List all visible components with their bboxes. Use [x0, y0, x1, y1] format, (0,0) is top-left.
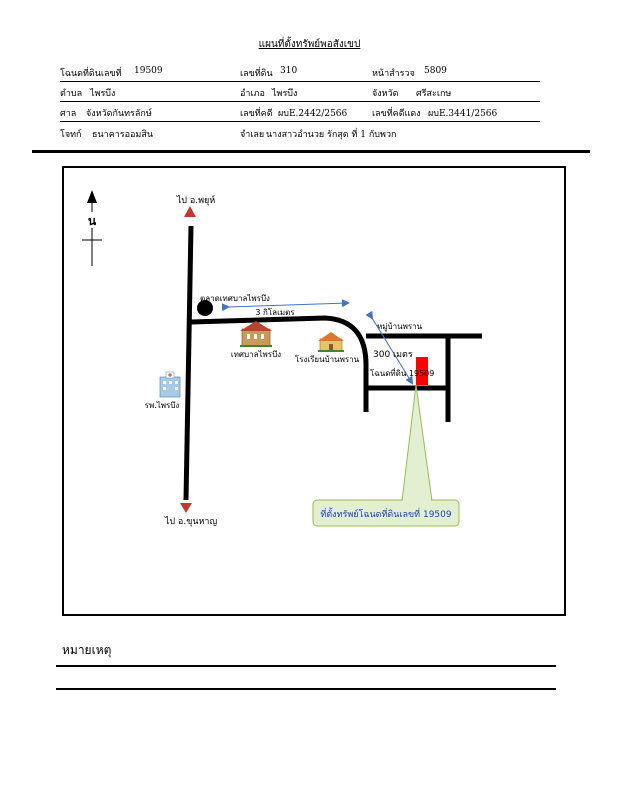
- red-case-value: ผบE.3441/2566: [428, 109, 498, 119]
- province-value: ศรีสะเกษ: [416, 89, 452, 99]
- land-parcel-label: โฉนดที่ดิน 19509: [370, 369, 435, 378]
- callout-pointer: [402, 385, 432, 501]
- south-direction-marker-icon: [180, 503, 192, 513]
- subdistrict-label: ตำบล: [60, 89, 83, 99]
- callout-label: ที่ตั้งทรัพย์โฉนดที่ดินเลขที่ 19509: [320, 510, 452, 520]
- court-value: จังหวัดกันทรลักษ์: [86, 109, 152, 119]
- district-value: ไพรบึง: [272, 89, 298, 99]
- defendant-label: จำเลย: [240, 130, 265, 140]
- municipality-building-icon: [240, 321, 272, 347]
- municipality-label: เทศบาลไพรบึง: [230, 350, 282, 359]
- to-south-label: ไป อ.ขุนหาญ: [164, 517, 218, 527]
- province-label: จังหวัด: [372, 89, 399, 99]
- plaintiff-label: โจทก์: [60, 130, 82, 140]
- distance-m-label: 300 เมตร: [373, 350, 413, 360]
- hospital-label: รพ.ไพรบึง: [144, 401, 180, 410]
- school-building-icon: [318, 332, 344, 352]
- market-label: ตลาดเทศบาลไพรบึง: [200, 294, 270, 303]
- distance-km-label: 3 กิโลเมตร: [255, 308, 295, 317]
- north-label: น: [87, 214, 97, 228]
- court-label: ศาล: [60, 109, 77, 119]
- case-number-label: เลขที่คดี: [240, 109, 273, 119]
- land-number-label: เลขที่ดิน: [240, 69, 273, 79]
- plaintiff-value: ธนาคารออมสิน: [92, 130, 153, 140]
- deed-number-value: 19509: [134, 66, 163, 76]
- note-line-1: [56, 665, 556, 667]
- to-north-label: ไป อ.พยุห์: [176, 196, 216, 206]
- north-direction-marker-icon: [184, 206, 196, 217]
- note-line-2: [56, 688, 556, 690]
- land-number-value: 310: [280, 66, 298, 76]
- case-number-value: ผบE.2442/2566: [278, 109, 348, 119]
- survey-page-label: หน้าสำรวจ: [372, 69, 415, 79]
- defendant-value: นางสาวอำนวย รักสุด ที่ 1 กับพวก: [266, 130, 397, 140]
- main-road: [186, 226, 191, 500]
- hospital-building-icon: [160, 372, 180, 397]
- north-arrow-icon: [82, 190, 102, 266]
- note-label: หมายเหตุ: [62, 643, 112, 657]
- school-label: โรงเรียนบ้านพราน: [294, 355, 360, 364]
- red-case-label: เลขที่คดีแดง: [372, 109, 421, 119]
- survey-page-value: 5809: [424, 66, 447, 76]
- subdistrict-value: ไพรบึง: [90, 89, 116, 99]
- distance-km-arrow: [228, 303, 348, 307]
- district-label: อำเภอ: [240, 89, 265, 99]
- curved-road: [191, 318, 366, 412]
- deed-number-label: โฉนดที่ดินเลขที่: [60, 69, 122, 79]
- village-label: หมู่บ้านพราน: [377, 322, 423, 331]
- page-title: แผนที่ตั้งทรัพย์พอสังเขป: [258, 39, 361, 50]
